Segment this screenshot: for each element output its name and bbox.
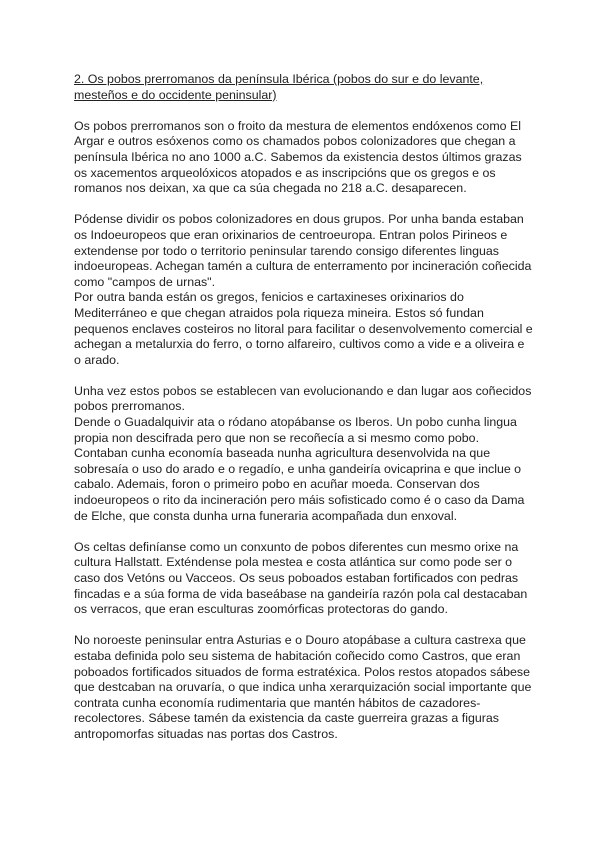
paragraph-indoeuropeans: Pódense dividir os pobos colonizadores en dous grupos. Por unha banda estaban os Indoeuropeos que eran orixinarios de centroeuropa. Entran polos Pirineos e extendense por todo o territorio peninsular tarendo consigo diferentes linguas indoeuropeas. Achegan tamén a cultura de enterramento por incineración coñecida como "campos de urnas". bbox=[74, 212, 532, 289]
paragraph-evolution: Unha vez estos pobos se establecen van evolucionando e dan lugar aos coñecidos pobos prerromanos. bbox=[74, 383, 532, 414]
paragraph-castrexa: No noroeste peninsular entra Asturias e o Douro atopábase a cultura castrexa que estaba definida polo seu sistema de habitación coñecido como Castros, que eran poboados fortificados situados de forma estratéxica. Polos restos atopados sábese que destcaban na oruvaría, o que indica unha xerarquización social importante que contrata cunha economía rudimentaria que mantén hábitos de cazadores-recolectores. Sábese tamén da existencia da caste guerreira grazas a figuras antropomorfas situadas nas portas dos Castros. bbox=[74, 633, 532, 741]
paragraph-iberians: Dende o Guadalquivir ata o ródano atopábanse os Iberos. Un pobo cunha lingua propia non descifrada pero que non se recoñecía a si mesmo como pobo. Contaban cunha economía baseada nunha agricultura desenvolvida na que sobresaía o uso do arado e o regadío, e unha gandeiría ovicaprina e que inclue o cabalo. Ademais, foron o primeiro pobo en acuñar moeda. Conservan dos indoeuropeos o rito da incineración pero máis sofisticado como é o caso da Dama de Elche, que consta dunha urna funeraria acompañada dun enxoval. bbox=[74, 415, 525, 523]
section-heading: 2. Os pobos prerromanos da península Ibérica (pobos do sur e do levante, mesteños e do occidente peninsular) bbox=[74, 72, 484, 102]
paragraph-mediterranean: Por outra banda están os gregos, fenicios e cartaxineses orixinarios do Mediterráneo e que chegan atraidos pola riqueza mineira. Estos só fundan pequenos enclaves costeiros no litoral para facilitar o desenvolvemento comercial e achegan a metalurxia do ferro, o torno alfareiro, cultivos como a vide e a oliveira e o arado. bbox=[74, 290, 533, 367]
paragraph-intro: Os pobos prerromanos son o froito da mestura de elementos endóxenos como El Argar e outros esóxenos como os chamados pobos colonizadores que chegan a península Ibérica no ano 1000 a.C. Sabemos da existencia destos últimos grazas os xacementos arqueolóxicos atopados e as inscripcións que os gregos e os romanos nos deixan, xa que ca súa chegada no 218 a.C. desaparecen. bbox=[74, 118, 522, 196]
paragraph-celts: Os celtas definíanse como un conxunto de pobos diferentes cun mesmo orixe na cultura Hallstatt. Exténdense pola mestea e costa atlántica sur como pode ser o caso dos Vetóns ou Vacceos. Os seus poboados estaban fortificados con pedras fincadas e a súa forma de vida baseábase na gandeiría razón pola cal destacaban os verracos, que eran esculturas zoomórficas protectoras do gando. bbox=[74, 539, 528, 617]
document-body bbox=[74, 72, 534, 758]
